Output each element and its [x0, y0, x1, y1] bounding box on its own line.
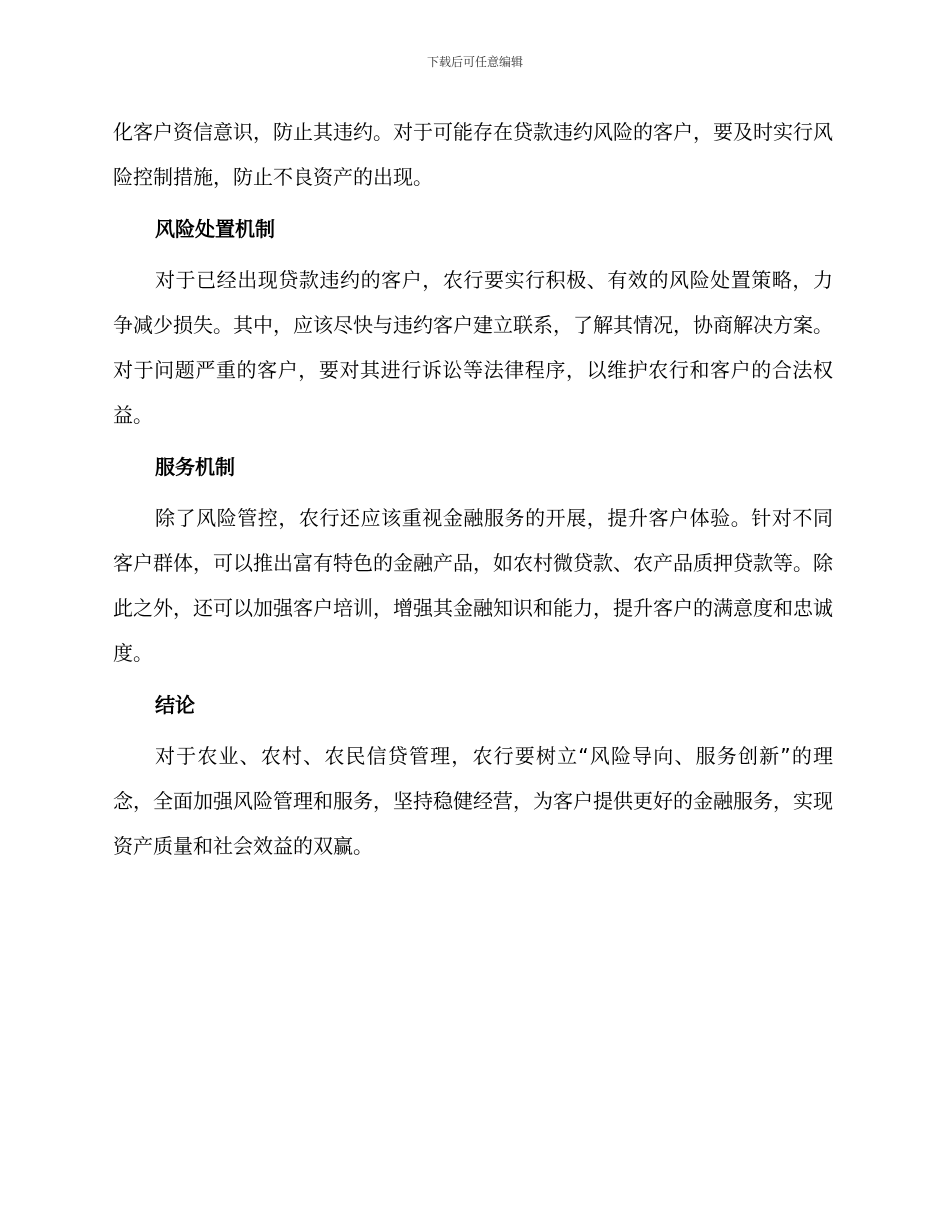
section-paragraph-service: 除了风险管控，农行还应该重视金融服务的开展，提升客户体验。针对不同客户群体，可以推出富有特色的金融产品，如农村微贷款、农产品质押贷款等。除此之外，还可以加强客户培训，增强其金融知识和能力，提升客户的满意度和忠诚度。	[113, 506, 833, 665]
section-heading-risk-disposal: 风险处置机制	[155, 217, 275, 241]
section-paragraph-risk-disposal: 对于已经出现贷款违约的客户，农行要实行积极、有效的风险处置策略，力争减少损失。其中，应该尽快与违约客户建立联系，了解其情况，协商解决方案。对于问题严重的客户，要对其进行诉讼等法律程序，以维护农行和客户的合法权益。	[113, 268, 833, 427]
section-heading-conclusion: 结论	[155, 693, 195, 717]
document-body	[113, 110, 833, 869]
page-header: 下载后可任意编辑	[426, 55, 523, 69]
section-heading-service: 服务机制	[155, 455, 235, 479]
section-paragraph-conclusion: 对于农业、农村、农民信贷管理，农行要树立“风险导向、服务创新”的理念，全面加强风险管理和服务，坚持稳健经营，为客户提供更好的金融服务，实现资产质量和社会效益的双赢。	[113, 744, 833, 858]
intro-paragraph: 化客户资信意识，防止其违约。对于可能存在贷款违约风险的客户，要及时实行风险控制措施，防止不良资产的出现。	[113, 120, 833, 189]
